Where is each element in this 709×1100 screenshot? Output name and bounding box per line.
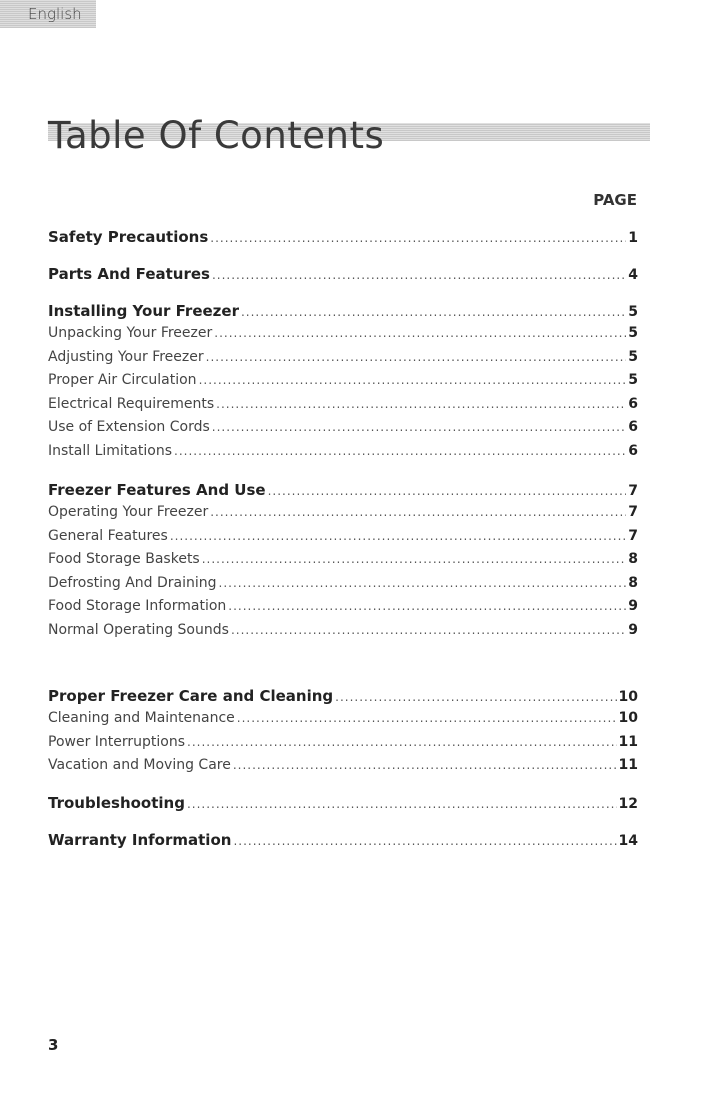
toc-entry-page: 7 — [628, 528, 638, 544]
toc-entry[interactable] — [48, 481, 638, 499]
toc-entry[interactable] — [48, 528, 638, 544]
toc-entry[interactable] — [48, 443, 638, 459]
toc-entry[interactable] — [48, 504, 638, 520]
toc-entry-page: 1 — [628, 230, 638, 246]
toc-entry-page: 5 — [628, 304, 638, 320]
leader-dots — [216, 397, 626, 411]
toc-entry[interactable] — [48, 757, 638, 773]
leader-dots — [202, 552, 627, 566]
page-column-header: PAGE — [593, 191, 637, 209]
leader-dots — [212, 420, 626, 434]
leader-dots — [187, 797, 617, 811]
toc-entry-page: 4 — [628, 267, 638, 283]
toc-entry-page: 8 — [628, 575, 638, 591]
toc-entry-label: Use of Extension Cords — [48, 419, 210, 435]
toc-entry-page: 10 — [618, 710, 638, 726]
leader-dots — [233, 834, 616, 848]
toc-entry-page: 9 — [628, 598, 638, 614]
toc-entry-label: Vacation and Moving Care — [48, 757, 231, 773]
toc-entry[interactable] — [48, 710, 638, 726]
language-tab: English — [0, 0, 96, 28]
toc-entry[interactable] — [48, 265, 638, 283]
leader-dots — [228, 599, 626, 613]
toc-entry-label: Installing Your Freezer — [48, 302, 239, 320]
leader-dots — [210, 231, 626, 245]
toc-entry-label: Proper Freezer Care and Cleaning — [48, 687, 334, 705]
toc-entry[interactable] — [48, 622, 638, 638]
toc-entry[interactable] — [48, 228, 638, 246]
toc-entry-label: Unpacking Your Freezer — [48, 325, 213, 341]
leader-dots — [233, 758, 617, 772]
toc-entry-label: Install Limitations — [48, 443, 172, 459]
toc-entry-label: Freezer Features And Use — [48, 481, 266, 499]
toc-entry-label: Defrosting And Draining — [48, 575, 217, 591]
toc-entry-page: 14 — [618, 833, 638, 849]
toc-entry-page: 7 — [628, 483, 638, 499]
toc-entry[interactable] — [48, 325, 638, 341]
toc-entry-label: Food Storage Baskets — [48, 551, 200, 567]
leader-dots — [237, 711, 617, 725]
page-title: Table Of Contents — [48, 114, 385, 157]
toc-entry-page: 11 — [618, 757, 638, 773]
toc-entry[interactable] — [48, 831, 638, 849]
toc-entry-page: 9 — [628, 622, 638, 638]
toc-entry-label: Food Storage Information — [48, 598, 227, 614]
leader-dots — [210, 505, 626, 519]
toc-entry-page: 7 — [628, 504, 638, 520]
toc-entry[interactable] — [48, 687, 638, 705]
toc-entry-page: 8 — [628, 551, 638, 567]
toc-entry-label: Troubleshooting — [48, 794, 185, 812]
toc-entry-label: Proper Air Circulation — [48, 372, 197, 388]
leader-dots — [214, 326, 626, 340]
leader-dots — [335, 690, 616, 704]
toc-entry[interactable] — [48, 794, 638, 812]
toc-entry[interactable] — [48, 419, 638, 435]
toc-entry[interactable] — [48, 734, 638, 750]
toc-entry-page: 6 — [628, 443, 638, 459]
toc-entry-label: Normal Operating Sounds — [48, 622, 229, 638]
leader-dots — [206, 350, 627, 364]
leader-dots — [241, 305, 626, 319]
page-number: 3 — [48, 1036, 59, 1054]
leader-dots — [170, 529, 626, 543]
toc-entry-label: Operating Your Freezer — [48, 504, 209, 520]
toc-entry-label: Warranty Information — [48, 831, 232, 849]
toc-entry-page: 6 — [628, 396, 638, 412]
toc-entry[interactable] — [48, 302, 638, 320]
leader-dots — [174, 444, 626, 458]
toc-entry-label: Power Interruptions — [48, 734, 186, 750]
toc-entry-page: 10 — [618, 689, 638, 705]
toc-entry-label: Adjusting Your Freezer — [48, 349, 204, 365]
leader-dots — [187, 735, 616, 749]
toc-entry[interactable] — [48, 372, 638, 388]
leader-dots — [268, 484, 627, 498]
toc-entry-label: General Features — [48, 528, 168, 544]
toc-entry-label: Electrical Requirements — [48, 396, 215, 412]
toc-entry[interactable] — [48, 396, 638, 412]
leader-dots — [219, 576, 627, 590]
leader-dots — [231, 623, 626, 637]
toc-entry-page: 12 — [618, 796, 638, 812]
toc-entry[interactable] — [48, 598, 638, 614]
toc-entry[interactable] — [48, 575, 638, 591]
toc-entry[interactable] — [48, 349, 638, 365]
leader-dots — [199, 373, 627, 387]
toc-entry-page: 5 — [628, 372, 638, 388]
toc-entry-page: 11 — [618, 734, 638, 750]
toc-entry-label: Safety Precautions — [48, 228, 209, 246]
toc-entry-label: Cleaning and Maintenance — [48, 710, 235, 726]
toc-entry-page: 5 — [628, 325, 638, 341]
toc-entry[interactable] — [48, 551, 638, 567]
toc-entry-page: 6 — [628, 419, 638, 435]
toc-entry-label: Parts And Features — [48, 265, 210, 283]
toc-entry-page: 5 — [628, 349, 638, 365]
leader-dots — [212, 268, 626, 282]
